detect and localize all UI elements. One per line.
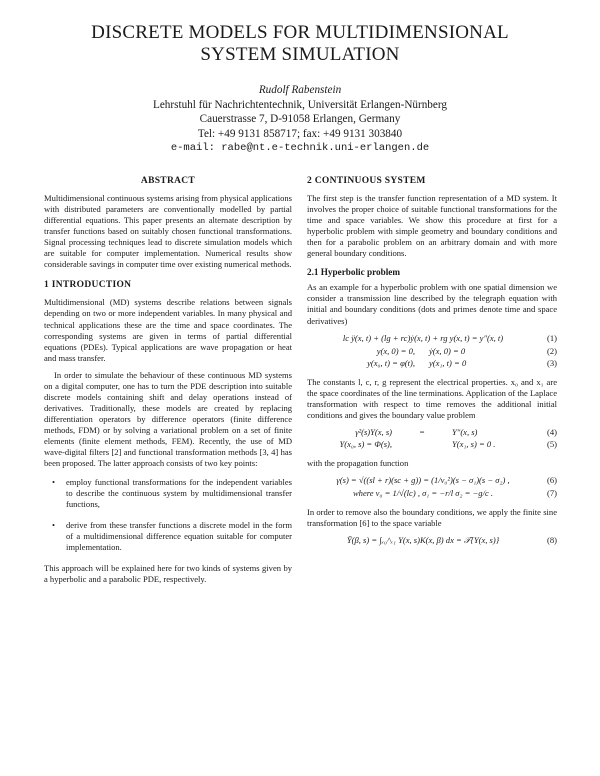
author-block <box>0 83 600 156</box>
right-column <box>307 176 557 554</box>
equation-5: Y(x₀, s) = Φ(s), Y(x₁, s) = 0 . (5) <box>339 438 557 449</box>
author-name: Rudolf Rabenstein <box>258 84 342 96</box>
author-phone: Tel: +49 9131 858717; fax: +49 9131 303840 <box>197 127 403 140</box>
equation-1: lc ÿ(x, t) + (lg + rc)ẏ(x, t) + rg y(x, t) = y″(x, t) (1) <box>342 332 557 343</box>
list-item: • derive from these transfer functions a discrete model in the form of a multidimensional difference equation suitable for computer implementation. <box>52 520 292 553</box>
equation-6: γ(s) = √((sl + r)(sc + g)) = (1/v₀²)(s − σ₁)(s − σ₂) , (6) <box>336 475 557 486</box>
equation-2: y(x, 0) = 0, ẏ(x, 0) = 0 (2) <box>376 345 557 356</box>
equation-7: where v₀ = 1/√(lc) , σ₁ = −r/l σ₂ = −g/c . (7) <box>352 488 557 499</box>
constants-paragraph: The constants l, c, r, g represent the electrical properties. x₀ and x₁ are the space coordinates of the line terminations. Application of the Laplace transformation with respect to time removes the additional initial conditions and gives the boundary value problem <box>307 376 557 420</box>
intro-paragraph-2: In order to simulate the behaviour of these continuous MD systems on a digital computer, one has to turn the PDE description into suitable discrete models containing shift and delay operations instead of derivatives. Traditionally, these models are created by replacing differentiation operators by difference operators (finite difference methods, FDM) or by solving a variational problem on a set of finite elements (finite element methods, FEM). Recently, the use of MD wave-digital filters [2] and functional transformation methods [3, 4] has been proposed. The latter approach consists of two key points: <box>44 369 292 469</box>
bullet-icon: • <box>52 520 55 531</box>
author-affiliation: Lehrstuhl für Nachrichtentechnik, Universität Erlangen-Nürnberg <box>153 98 447 111</box>
abstract-heading: ABSTRACT <box>140 176 196 186</box>
abstract-text: Multidimensional continuous systems arising from physical applications with distributed parameters are conventionally modelled by partial differential equations. This paper presents an alternate description by transfer functions based on suitably chosen functional transformations. Signal processing techniques lead to discrete simulation models which are suitable for computer implementation. Numerical results show considerable savings in computer time over existing numerical methods. <box>44 193 292 270</box>
list-item: • employ functional transformations for the independent variables to describe the continuous system by multidimensional transfer functions, <box>52 477 292 510</box>
equations-6-7 <box>307 475 557 499</box>
sine-transform-paragraph: In order to remove also the boundary conditions, we apply the finite sine transformation [6] to the space variable <box>307 507 557 529</box>
intro-paragraph-3: This approach will be explained here for two kinds of systems given by a hyperbolic and a parabolic PDE, respectively. <box>44 563 292 585</box>
equations-1-3 <box>307 333 557 369</box>
hyperbolic-heading: 2.1 Hyperbolic problem <box>307 267 400 278</box>
hyperbolic-paragraph: As an example for a hyperbolic problem with one spatial dimension we consider a transmission line described by the telegraph equation with initial and boundary conditions (dots and primes denote time and space derivatives) <box>307 282 557 326</box>
propagation-paragraph: with the propagation function <box>307 457 409 468</box>
continuous-paragraph-1: The first step is the transfer function representation of a MD system. It involves the proper choice of suitable functional transformations for the time and space variables. We show this procedure at first for a hyperbolic problem with simple geometry and boundary conditions and then for a parabolic problem on an arbitrary domain and with more general boundary conditions. <box>307 193 557 259</box>
left-column <box>44 176 292 592</box>
equations-4-5 <box>307 427 557 450</box>
intro-paragraph-1: Multidimensional (MD) systems describe relations between signals depending on two or more independent variables. In many physical and technical applications these are the time and space coordinates. The corresponding systems are given in terms of partial differential equations (PDEs). Typical applications are wave propagation or heat and mass transfer. <box>44 297 292 363</box>
paper-title <box>0 22 600 66</box>
equation-8-block <box>307 535 557 546</box>
title-line-2: SYSTEM SIMULATION <box>200 44 400 65</box>
author-email: e-mail: rabe@nt.e-technik.uni-erlangen.de <box>170 142 430 154</box>
bullet-icon: • <box>52 477 55 488</box>
key-points-list <box>44 477 292 553</box>
intro-heading: 1 INTRODUCTION <box>44 280 132 291</box>
equation-3: y(x₀, t) = φ(t), y(x₁, t) = 0 (3) <box>367 357 557 368</box>
author-address: Cauerstrasse 7, D-91058 Erlangen, Germany <box>199 113 401 125</box>
equation-8: Ȳ(β, s) = ∫ₓ₀^ₓ₁ Y(x, s)K(x, β) dx = 𝒯{Y(x, s)} (8) <box>346 535 557 546</box>
continuous-heading: 2 CONTINUOUS SYSTEM <box>307 176 426 186</box>
equation-4: γ²(s)Y(x, s) = Y″(x, s) (4) <box>355 426 557 437</box>
title-line-1: DISCRETE MODELS FOR MULTIDIMENSIONAL <box>91 22 509 43</box>
